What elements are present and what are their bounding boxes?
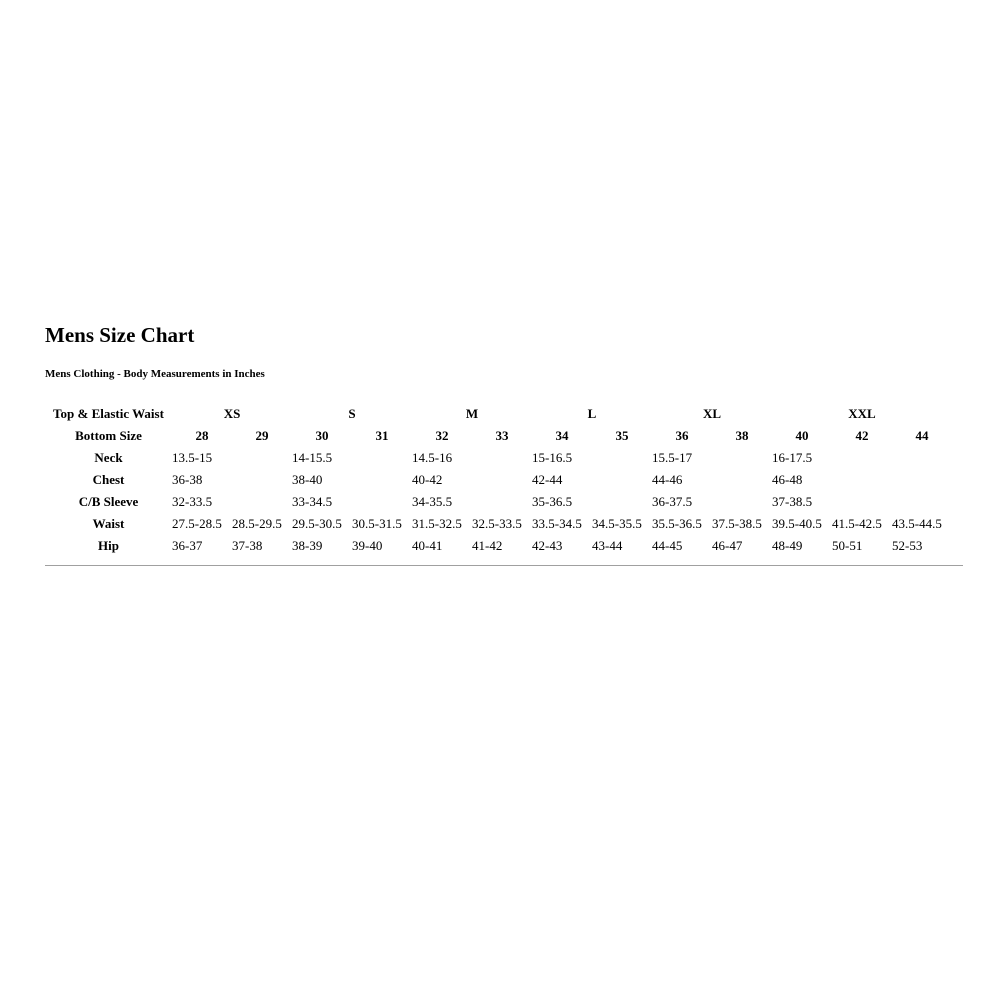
hip-value: 52-53 xyxy=(892,538,923,553)
table-row-hip xyxy=(45,535,952,557)
hip-value: 37-38 xyxy=(232,538,263,553)
row-label-top-elastic-waist: Top & Elastic Waist xyxy=(53,406,164,421)
waist-value: 33.5-34.5 xyxy=(532,516,582,531)
neck-value: 15-16.5 xyxy=(532,450,573,465)
row-label-cb-sleeve: C/B Sleeve xyxy=(78,494,139,509)
bottom-size-cell: 44 xyxy=(915,428,929,443)
neck-value: 15.5-17 xyxy=(652,450,693,465)
row-label-chest: Chest xyxy=(92,472,125,487)
waist-value: 41.5-42.5 xyxy=(832,516,882,531)
waist-value: 29.5-30.5 xyxy=(292,516,342,531)
neck-value: 13.5-15 xyxy=(172,450,213,465)
bottom-size-cell: 35 xyxy=(615,428,629,443)
sleeve-value: 33-34.5 xyxy=(292,494,333,509)
bottom-size-cell: 28 xyxy=(195,428,209,443)
sleeve-value: 35-36.5 xyxy=(532,494,573,509)
hip-value: 46-47 xyxy=(712,538,743,553)
chest-value: 42-44 xyxy=(532,472,563,487)
hip-value: 41-42 xyxy=(472,538,503,553)
chest-value: 36-38 xyxy=(172,472,203,487)
waist-value: 39.5-40.5 xyxy=(772,516,822,531)
hip-value: 36-37 xyxy=(172,538,203,553)
page-subtitle: Mens Clothing - Body Measurements in Inches xyxy=(45,368,265,380)
table-row-neck xyxy=(45,447,952,469)
hip-value: 44-45 xyxy=(652,538,683,553)
sleeve-value: 32-33.5 xyxy=(172,494,213,509)
size-s: S xyxy=(348,406,356,421)
bottom-size-cell: 38 xyxy=(735,428,749,443)
sleeve-value: 37-38.5 xyxy=(772,494,813,509)
hip-value: 38-39 xyxy=(292,538,323,553)
size-m: M xyxy=(465,406,479,421)
table-row-bottom-sizes xyxy=(45,425,952,447)
chest-value: 38-40 xyxy=(292,472,323,487)
size-chart-table xyxy=(45,403,952,557)
table-row-waist xyxy=(45,513,952,535)
neck-value: 14-15.5 xyxy=(292,450,333,465)
bottom-size-cell: 30 xyxy=(315,428,329,443)
size-xxl: XXL xyxy=(848,406,876,421)
table-row-sleeve xyxy=(45,491,952,513)
horizontal-divider xyxy=(45,565,963,566)
hip-value: 39-40 xyxy=(352,538,383,553)
chest-value: 40-42 xyxy=(412,472,443,487)
waist-value: 32.5-33.5 xyxy=(472,516,522,531)
waist-value: 34.5-35.5 xyxy=(592,516,642,531)
neck-value: 16-17.5 xyxy=(772,450,813,465)
hip-value: 43-44 xyxy=(592,538,623,553)
row-label-hip: Hip xyxy=(98,538,119,553)
row-label-bottom-size: Bottom Size xyxy=(75,428,142,443)
hip-value: 50-51 xyxy=(832,538,863,553)
table-row-chest xyxy=(45,469,952,491)
hip-value: 40-41 xyxy=(412,538,443,553)
waist-value: 35.5-36.5 xyxy=(652,516,702,531)
bottom-size-cell: 40 xyxy=(795,428,809,443)
waist-value: 37.5-38.5 xyxy=(712,516,762,531)
bottom-size-cell: 36 xyxy=(675,428,689,443)
bottom-size-cell: 32 xyxy=(435,428,449,443)
chest-value: 46-48 xyxy=(772,472,803,487)
waist-value: 30.5-31.5 xyxy=(352,516,402,531)
row-label-waist: Waist xyxy=(92,516,125,531)
hip-value: 42-43 xyxy=(532,538,563,553)
bottom-size-cell: 29 xyxy=(255,428,269,443)
size-xl: XL xyxy=(702,406,722,421)
size-l: L xyxy=(587,406,597,421)
bottom-size-cell: 42 xyxy=(855,428,869,443)
row-label-neck: Neck xyxy=(94,450,123,465)
hip-value: 48-49 xyxy=(772,538,803,553)
chest-value: 44-46 xyxy=(652,472,683,487)
sleeve-value: 34-35.5 xyxy=(412,494,453,509)
page-title: Mens Size Chart xyxy=(45,323,195,347)
sleeve-value: 36-37.5 xyxy=(652,494,693,509)
bottom-size-cell: 31 xyxy=(375,428,389,443)
waist-value: 43.5-44.5 xyxy=(892,516,942,531)
bottom-size-cell: 34 xyxy=(555,428,569,443)
bottom-size-cell: 33 xyxy=(495,428,509,443)
table-row-top-sizes xyxy=(45,403,952,425)
waist-value: 27.5-28.5 xyxy=(172,516,222,531)
waist-value: 31.5-32.5 xyxy=(412,516,462,531)
neck-value: 14.5-16 xyxy=(412,450,453,465)
waist-value: 28.5-29.5 xyxy=(232,516,282,531)
size-xs: XS xyxy=(223,406,241,421)
